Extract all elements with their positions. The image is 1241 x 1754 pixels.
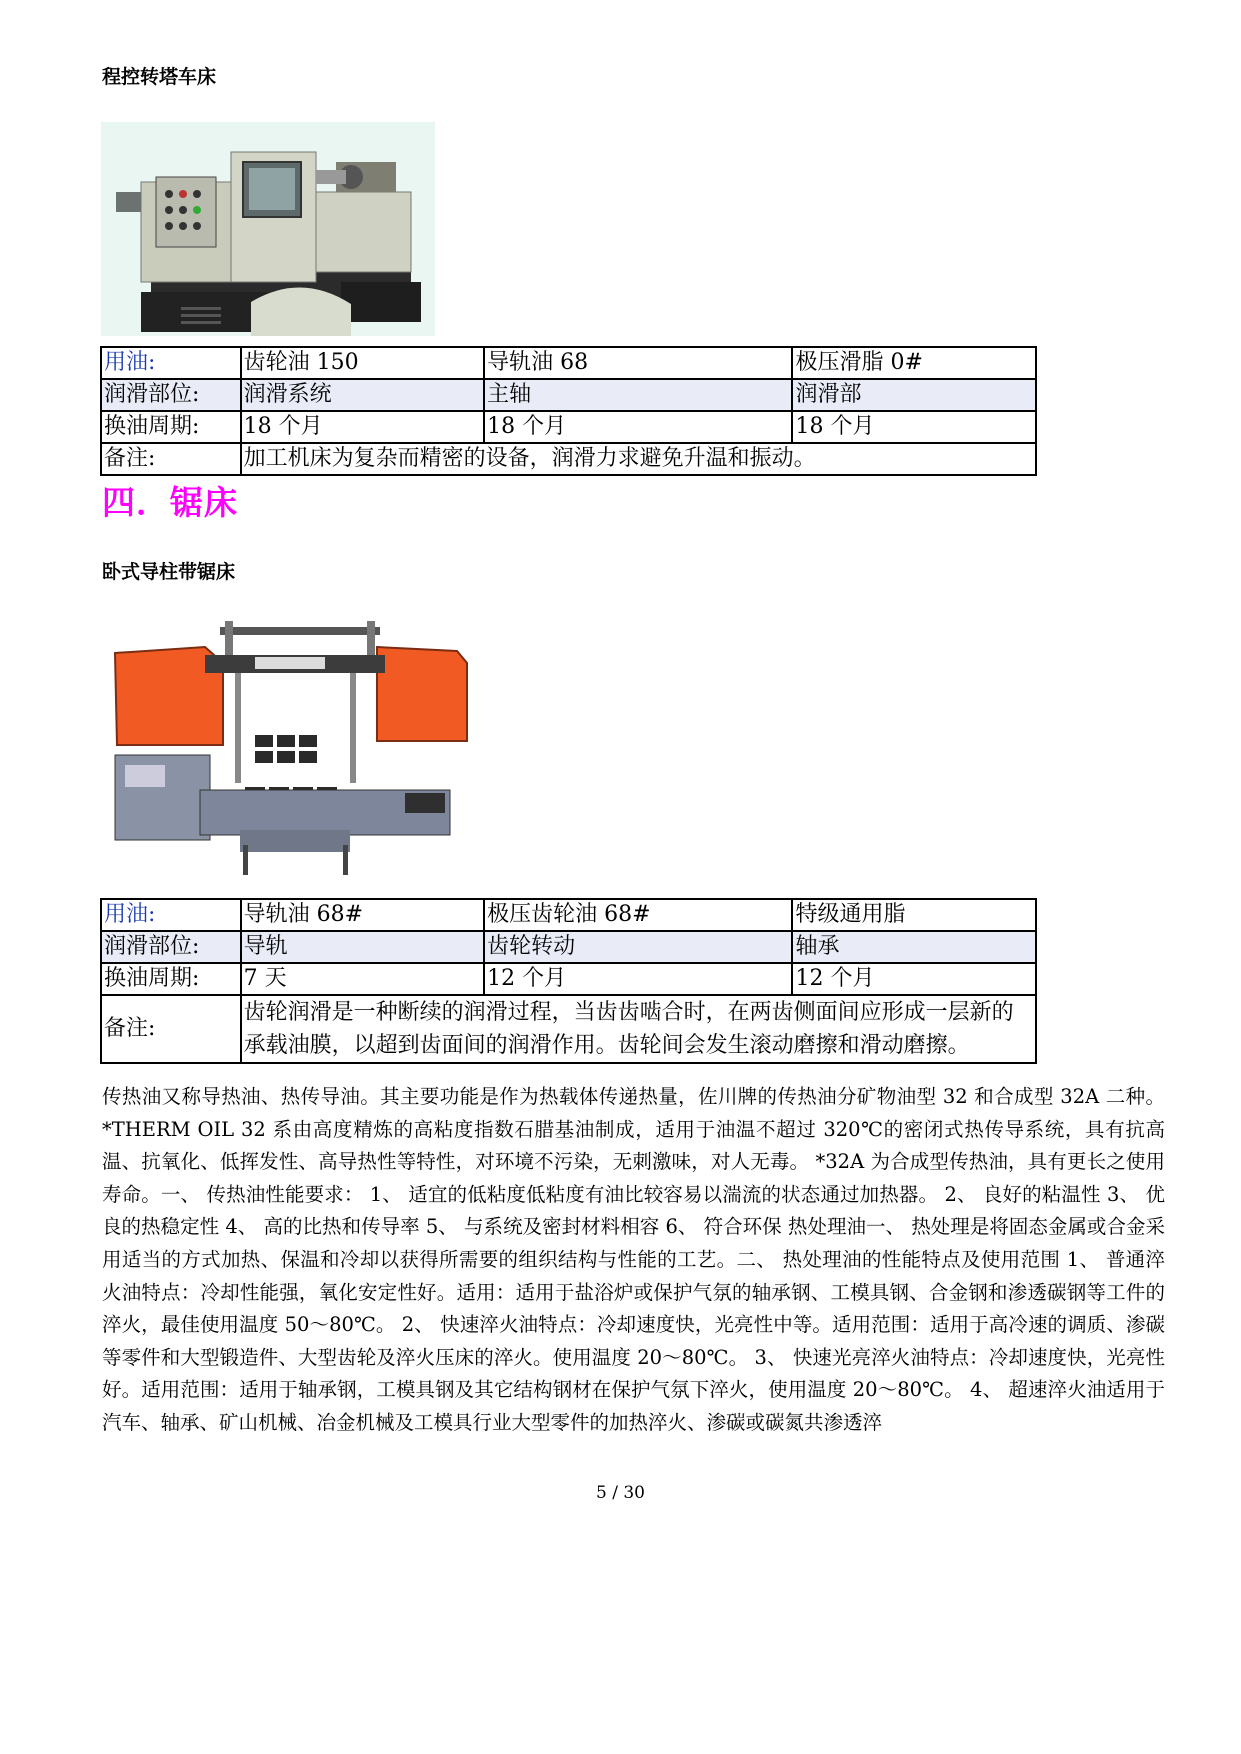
- lathe-illustration: [101, 122, 435, 336]
- table-row: [101, 379, 1036, 411]
- lathe-image: [101, 122, 435, 336]
- body-paragraph: 传热油又称导热油、热传导油。其主要功能是作为热载体传递热量，佐川牌的传热油分矿物油型 32 和合成型 32A 二种。 *THERM OIL 32 系由高度精炼的高粘度指数石腊基油制成，适用于油温不超过 320℃的密闭式热传导系统，具有抗高温、抗氧化、低挥发性、高导热性等特性，对环境不污染，无刺激味，对人无毒。 *32A 为合成型传热油，具有更长之使用寿命。一、 传热油性能要求： 1、 适宜的低粘度低粘度有油比较容易以湍流的状态通过加热器。 2、 良好的粘温性 3、 优良的热稳定性 4、 高的比热和传导率 5、 与系统及密封材料相容 6、 符合环保 热处理油一、 热处理是将固态金属或合金采用适当的方式加热、保温和冷却以获得所需要的组织结构与性能的工艺。二、 热处理油的性能特点及使用范围 1、 普通淬火油特点：冷却性能强，氧化安定性好。适用：适用于盐浴炉或保护气氛的轴承钢、工模具钢、合金钢和渗透碳钢等工件的淬火，最佳使用温度 50～80℃。 2、 快速淬火油特点：冷却速度快，光亮性中等。适用范围：适用于高冷速的调质、渗碳等零件和大型锻造件、大型齿轮及淬火压床的淬火。使用温度 20～80℃。 3、 快速光亮淬火油特点：冷却速度快，光亮性好。适用范围：适用于轴承钢，工模具钢及其它结构钢材在保护气氛下淬火，使用温度 20～80℃。 4、 超速淬火油适用于汽车、轴承、矿山机械、冶金机械及工模具行业大型零件的加热淬火、渗碳或碳氮共渗透淬: [102, 1085, 1165, 1434]
- oil-label: 用油:: [101, 347, 241, 379]
- table-row: [101, 347, 1036, 379]
- table-cell: 18 个月: [484, 411, 792, 443]
- band-saw-illustration: [105, 615, 480, 885]
- table-cell: 12 个月: [484, 963, 792, 995]
- section-heading-saw: 四．锯床: [102, 483, 238, 522]
- table-cell: 润滑系统: [241, 379, 485, 411]
- table-row: [101, 411, 1036, 443]
- table-cell: 导轨油 68#: [241, 899, 485, 931]
- lubrication-part-label: 润滑部位:: [101, 379, 241, 411]
- note-label: 备注:: [101, 995, 241, 1063]
- table-row: [101, 899, 1036, 931]
- table-cell: 齿轮油 150: [241, 347, 485, 379]
- lubrication-table-lathe: [100, 346, 1037, 476]
- table-row: [101, 963, 1036, 995]
- note-cell: 加工机床为复杂而精密的设备，润滑力求避免升温和振动。: [241, 443, 1036, 475]
- oil-label: 用油:: [101, 899, 241, 931]
- table-cell: 极压齿轮油 68#: [484, 899, 792, 931]
- table-cell: 主轴: [484, 379, 792, 411]
- table-cell: 润滑部: [792, 379, 1036, 411]
- table-row: [101, 995, 1036, 1063]
- table-cell: 轴承: [792, 931, 1036, 963]
- note-cell: 齿轮润滑是一种断续的润滑过程，当齿齿啮合时，在两齿侧面间应形成一层新的承载油膜，以超到齿面间的润滑作用。齿轮间会发生滚动磨擦和滑动磨擦。: [241, 995, 1036, 1063]
- table-cell: 导轨: [241, 931, 485, 963]
- change-period-label: 换油周期:: [101, 411, 241, 443]
- table-cell: 齿轮转动: [484, 931, 792, 963]
- band-saw-image: [105, 615, 480, 885]
- lubrication-part-label: 润滑部位:: [101, 931, 241, 963]
- table-cell: 18 个月: [792, 411, 1036, 443]
- table-cell: 12 个月: [792, 963, 1036, 995]
- subheading-turret-lathe: 程控转塔车床: [102, 66, 217, 88]
- lubrication-table-saw: [100, 898, 1037, 1064]
- table-cell: 导轨油 68: [484, 347, 792, 379]
- subheading-band-saw: 卧式导柱带锯床: [102, 561, 236, 583]
- table-cell: 7 天: [241, 963, 485, 995]
- page-number: 5 / 30: [596, 1483, 645, 1503]
- table-row: [101, 931, 1036, 963]
- table-cell: 特级通用脂: [792, 899, 1036, 931]
- table-cell: 18 个月: [241, 411, 485, 443]
- table-cell: 极压滑脂 0#: [792, 347, 1036, 379]
- table-row: [101, 443, 1036, 475]
- change-period-label: 换油周期:: [101, 963, 241, 995]
- note-label: 备注:: [101, 443, 241, 475]
